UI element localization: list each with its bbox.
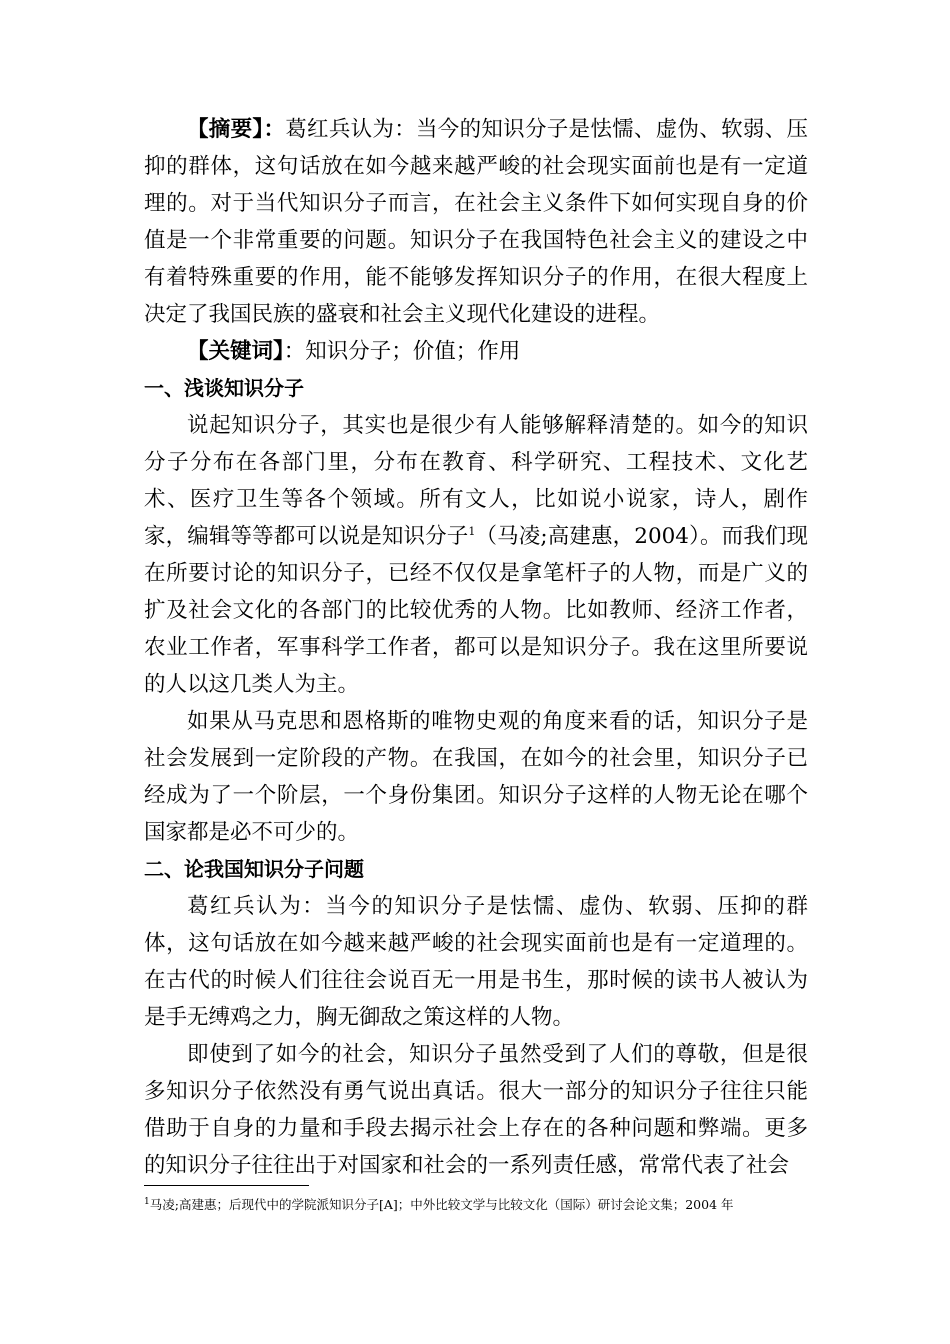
- abstract-colon: ：: [263, 117, 286, 142]
- keywords-paragraph: [144, 333, 808, 370]
- section-1-paragraph-1-text-b: （马凌;高建惠，2004）。而我们现在所要讨论的知识分子，已经不仅仅是拿笔杆子的人物，而是广义的扩及社会文化的各部门的比较优秀的人物。比如教师、经济工作者，农业工作者，军事科学工作者，都可以是知识分子。我在这里所要说的人以这几类人为主。: [144, 524, 808, 697]
- section-1-paragraph-2: 如果从马克思和恩格斯的唯物史观的角度来看的话，知识分子是社会发展到一定阶段的产物。在我国，在如今的社会里，知识分子已经成为了一个阶层，一个身份集团。知识分子这样的人物无论在哪个国家都是必不可少的。: [144, 709, 808, 845]
- footnote-text: 马凌;高建惠；后现代中的学院派知识分子[A]；中外比较文学与比较文化（国际）研讨会论文集；2004 年: [149, 1197, 734, 1213]
- footnote-mark: 1: [144, 1197, 150, 1207]
- abstract-text: 葛红兵认为：当今的知识分子是怯懦、虚伪、软弱、压抑的群体，这句话放在如今越来越严峻的社会现实面前也是有一定道理的。对于当代知识分子而言，在社会主义条件下如何实现自身的价值是一个非常重要的问题。知识分子在我国特色社会主义的建设之中有着特殊重要的作用，能不能够发挥知识分子的作用，在很大程度上决定了我国民族的盛衰和社会主义现代化建设的进程。: [144, 117, 808, 327]
- section-1-paragraph-1: [144, 407, 808, 703]
- section-1-paragraph-1-text-a: 说起知识分子，其实也是很少有人能够解释清楚的。如今的知识分子分布在各部门里，分布在教育、科学研究、工程技术、文化艺术、医疗卫生等各个领域。所有文人，比如说小说家，诗人，剧作家，编辑等等都可以说是知识分子: [144, 413, 808, 549]
- section-2-paragraph-2: 即使到了如今的社会，知识分子虽然受到了人们的尊敬，但是很多知识分子依然没有勇气说出真话。很大一部分的知识分子往往只能借助于自身的力量和手段去揭示社会上存在的各种问题和弊端。更多的知识分子往往出于对国家和社会的一系列责任感，常常代表了社会: [144, 1042, 808, 1178]
- abstract-paragraph: [144, 111, 808, 333]
- section-2-paragraph-1: 葛红兵认为：当今的知识分子是怯懦、虚伪、软弱、压抑的群体，这句话放在如今越来越严峻的社会现实面前也是有一定道理的。在古代的时候人们往往会说百无一用是书生，那时候的读书人被认为是手无缚鸡之力，胸无御敌之策这样的人物。: [144, 894, 808, 1030]
- section-1-heading: 一、浅谈知识分子: [144, 376, 304, 400]
- section-2-heading: 二、论我国知识分子问题: [144, 857, 364, 881]
- keywords-text: ：知识分子；价值；作用: [283, 339, 521, 364]
- abstract-label: 【摘要】: [187, 117, 264, 142]
- footnote-reference[interactable]: 1: [468, 524, 476, 538]
- footnote-divider: [144, 1185, 309, 1186]
- document-body: [144, 111, 808, 1184]
- footnote: [144, 1193, 824, 1214]
- keywords-label: 【关键词】: [187, 339, 284, 364]
